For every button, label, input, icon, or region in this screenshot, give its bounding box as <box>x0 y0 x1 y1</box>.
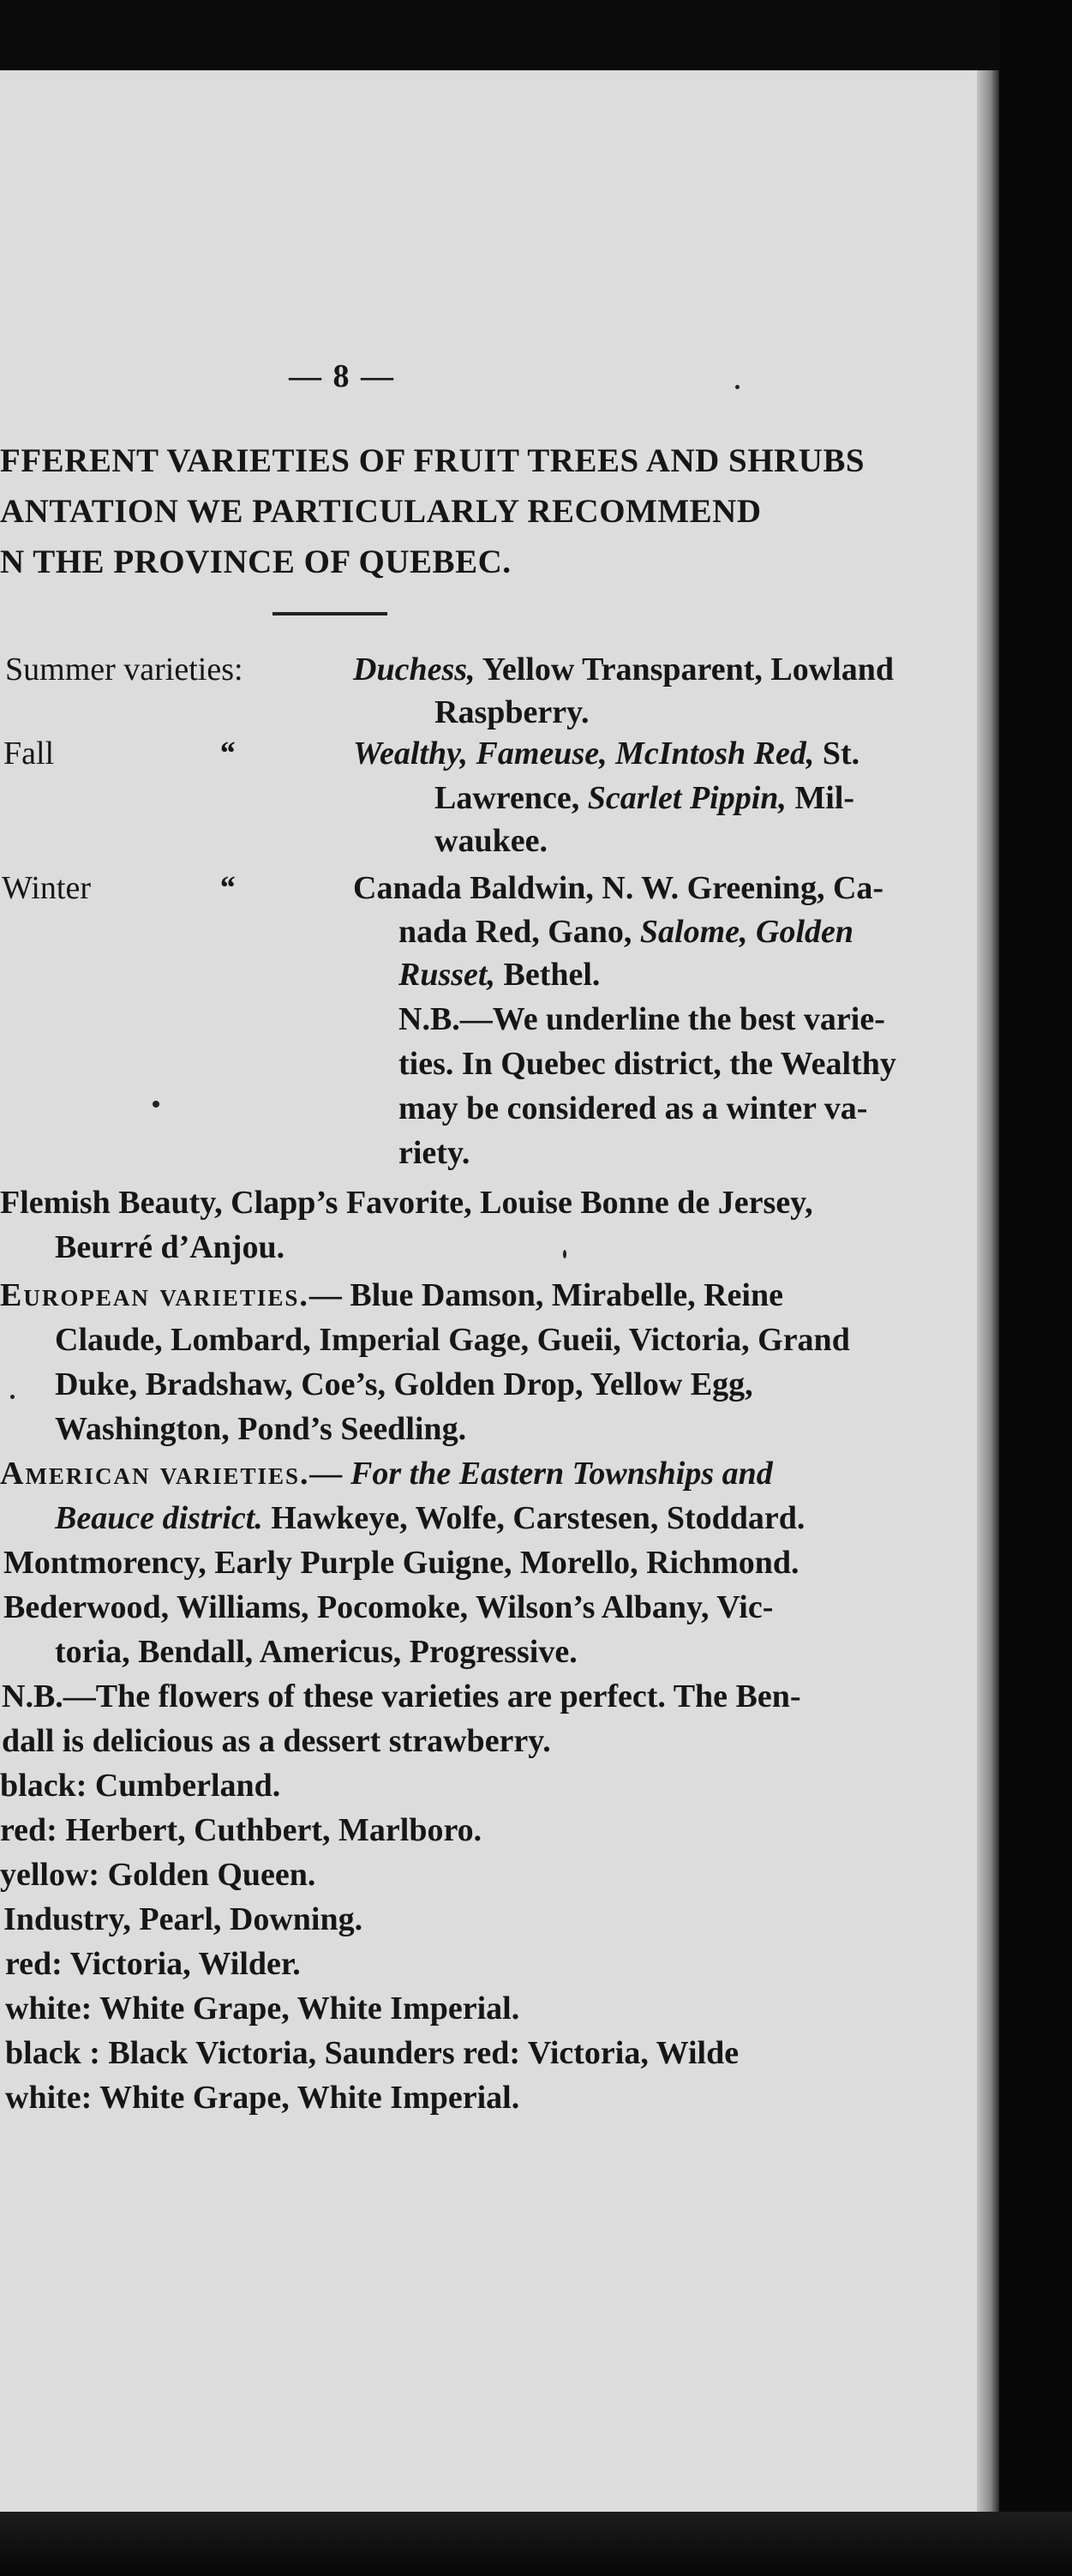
strawberries-line-2: toria, Bendall, Americus, Progressive. <box>55 1634 578 1670</box>
strawberries-line-1: Bederwood, Williams, Pocomoke, Wilson’s Albany, Vic- <box>3 1589 774 1625</box>
raspberries-black: black: Cumberland. <box>0 1768 281 1804</box>
summer-varieties-label: Summer varieties: <box>5 652 243 688</box>
american-plums-line-2: Beauce district. Hawkeye, Wolfe, Carstesen, Stoddard. <box>55 1500 805 1536</box>
winter-varieties-line-1: Canada Baldwin, N. W. Greening, Ca- <box>353 870 884 906</box>
section-heading-line-2: ANTATION WE PARTICULARLY RECOMMEND <box>0 493 762 530</box>
pears-line-1: Flemish Beauty, Clapp’s Favorite, Louise Bonne de Jersey, <box>0 1185 813 1221</box>
scan-speck <box>153 1101 159 1108</box>
raspberries-red: red: Herbert, Cuthbert, Marlboro. <box>0 1812 482 1848</box>
american-plums-line-1: American varieties.— For the Eastern Townships and <box>0 1456 773 1492</box>
winter-ditto-mark: “ <box>219 870 235 906</box>
scan-background-bottom <box>0 2512 1072 2576</box>
scan-speck <box>735 385 740 389</box>
winter-varieties-line-3: Russet, Bethel. <box>398 957 601 993</box>
fall-varieties-line-3: waukee. <box>434 823 548 859</box>
european-plums-line-1: European varieties.— Blue Damson, Mirabelle, Reine <box>0 1277 783 1313</box>
scan-speck <box>10 1395 15 1399</box>
strawberry-note-line-2: dall is delicious as a dessert strawberry. <box>2 1723 551 1759</box>
fall-ditto-mark: “ <box>219 736 235 772</box>
scan-background-right <box>999 0 1072 2576</box>
currants-white-2: white: White Grape, White Imperial. <box>5 2080 520 2116</box>
apples-note-line-3: may be considered as a winter va- <box>398 1090 868 1126</box>
heading-divider <box>272 612 387 615</box>
fall-varieties-line-2: Lawrence, Scarlet Pippin, Mil- <box>434 780 855 816</box>
page-number: — 8 — <box>289 358 395 394</box>
apples-note-line-4: riety. <box>398 1135 470 1171</box>
currants-white: white: White Grape, White Imperial. <box>5 1991 520 2027</box>
currants-red: red: Victoria, Wilder. <box>5 1946 301 1982</box>
section-heading-line-1: FFERENT VARIETIES OF FRUIT TREES AND SHRUBS <box>0 442 865 479</box>
currants-black: black : Black Victoria, Saunders red: Victoria, Wilde <box>5 2035 740 2071</box>
summer-varieties-line-2: Raspberry. <box>434 694 590 730</box>
section-heading-line-3: N THE PROVINCE OF QUEBEC. <box>0 543 512 580</box>
fall-varieties-line-1: Wealthy, Fameuse, McIntosh Red, St. <box>353 736 860 772</box>
european-plums-line-2: Claude, Lombard, Imperial Gage, Gueii, Victoria, Grand <box>55 1322 850 1358</box>
cherries-line: Montmorency, Early Purple Guigne, Morello, Richmond. <box>3 1545 800 1581</box>
european-plums-line-3: Duke, Bradshaw, Coe’s, Golden Drop, Yellow Egg, <box>55 1366 753 1402</box>
apples-note-line-1: N.B.—We underline the best varie- <box>398 1001 885 1037</box>
page-paper <box>0 70 977 2563</box>
summer-varieties-line-1: Duchess, Yellow Transparent, Lowland <box>353 652 894 688</box>
strawberry-note-line-1: N.B.—The flowers of these varieties are perfect. The Ben- <box>2 1678 801 1714</box>
winter-varieties-line-2: nada Red, Gano, Salome, Golden <box>398 914 854 950</box>
european-plums-line-4: Washington, Pond’s Seedling. <box>55 1411 467 1447</box>
scan-speck <box>563 1250 566 1258</box>
winter-label: Winter <box>2 870 91 906</box>
raspberries-yellow: yellow: Golden Queen. <box>0 1857 316 1893</box>
gooseberries-line: Industry, Pearl, Downing. <box>3 1901 363 1937</box>
fall-label: Fall <box>3 736 55 772</box>
apples-note-line-2: ties. In Quebec district, the Wealthy <box>398 1046 896 1082</box>
page-edge-shadow <box>977 70 999 2563</box>
pears-line-2: Beurré d’Anjou. <box>55 1229 285 1265</box>
